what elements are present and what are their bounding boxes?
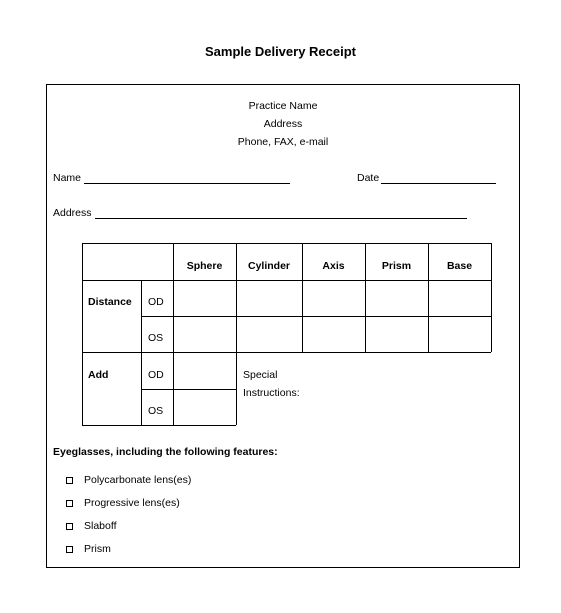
column-header-prism: Prism bbox=[381, 260, 412, 272]
column-header-base: Base bbox=[446, 260, 473, 272]
feature-label: Progressive lens(es) bbox=[84, 497, 180, 509]
features-heading: Eyeglasses, including the following features: bbox=[53, 446, 278, 458]
table-line bbox=[82, 243, 83, 425]
feature-option-progressive[interactable] bbox=[66, 497, 180, 509]
table-line bbox=[82, 243, 491, 244]
practice-name: Practice Name bbox=[248, 100, 318, 112]
address-label: Address bbox=[53, 207, 92, 219]
row-label-add: Add bbox=[88, 369, 109, 381]
feature-option-prism[interactable] bbox=[66, 543, 111, 555]
table-line bbox=[82, 425, 236, 426]
document-title: Sample Delivery Receipt bbox=[204, 44, 357, 59]
column-header-cylinder: Cylinder bbox=[247, 260, 290, 272]
feature-option-polycarbonate[interactable] bbox=[66, 474, 191, 486]
feature-label: Slaboff bbox=[84, 520, 117, 532]
feature-label: Polycarbonate lens(es) bbox=[84, 474, 192, 486]
row-label-od: OD bbox=[148, 296, 164, 308]
row-label-add-os: OS bbox=[148, 405, 164, 417]
column-header-axis: Axis bbox=[322, 260, 345, 272]
table-line bbox=[141, 316, 491, 317]
date-field[interactable] bbox=[381, 183, 496, 184]
table-line bbox=[82, 352, 491, 353]
checkbox-icon[interactable] bbox=[66, 477, 73, 484]
special-instructions-label: Special bbox=[243, 369, 278, 381]
special-instructions-label-2: Instructions: bbox=[243, 387, 300, 399]
row-label-add-od: OD bbox=[148, 369, 164, 381]
practice-contact: Phone, FAX, e-mail bbox=[237, 136, 329, 148]
feature-label: Prism bbox=[84, 543, 111, 555]
row-label-distance: Distance bbox=[88, 296, 132, 308]
checkbox-icon[interactable] bbox=[66, 546, 73, 553]
date-label: Date bbox=[357, 172, 380, 184]
checkbox-icon[interactable] bbox=[66, 500, 73, 507]
row-label-os: OS bbox=[148, 332, 164, 344]
feature-option-slaboff[interactable] bbox=[66, 520, 117, 532]
table-line bbox=[141, 389, 236, 390]
table-line bbox=[491, 243, 492, 352]
checkbox-icon[interactable] bbox=[66, 523, 73, 530]
receipt-frame bbox=[46, 84, 520, 568]
table-line bbox=[82, 280, 491, 281]
name-label: Name bbox=[53, 172, 82, 184]
table-line bbox=[141, 280, 142, 425]
address-field[interactable] bbox=[95, 218, 467, 219]
column-header-sphere: Sphere bbox=[186, 260, 223, 272]
name-field[interactable] bbox=[84, 183, 290, 184]
practice-address: Address bbox=[263, 118, 303, 130]
